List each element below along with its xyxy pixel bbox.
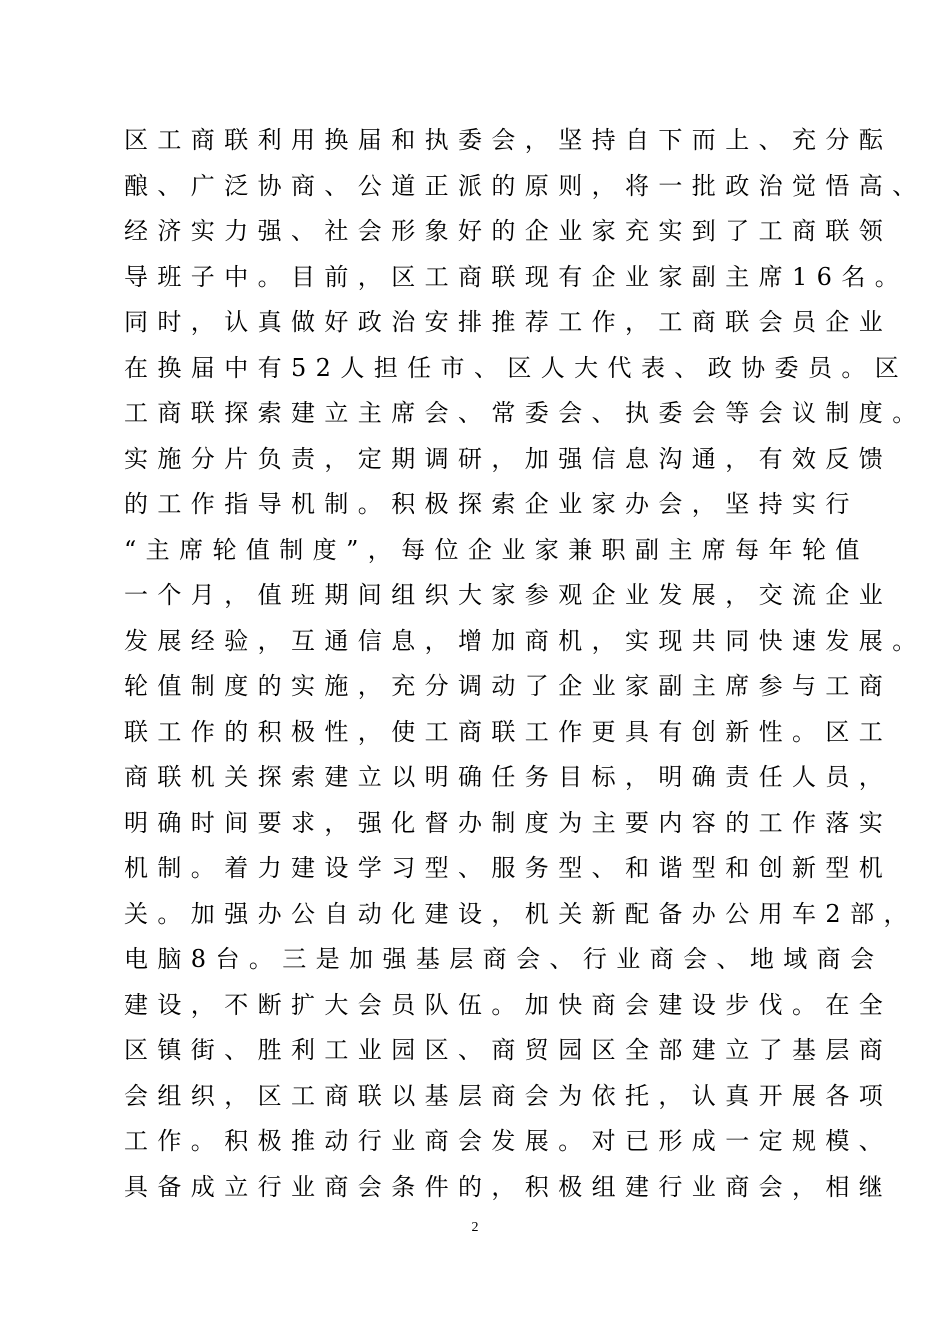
text-line: 同时，认真做好政治安排推荐工作，工商联会员企业 <box>124 308 893 336</box>
text-line: 的工作指导机制。积极探索企业家办会，坚持实行 <box>124 490 859 518</box>
text-line: 在换届中有52人担任市、区人大代表、政协委员。区 <box>124 353 909 382</box>
text-line: 实施分片负责，定期调研，加强信息沟通，有效反馈 <box>124 444 893 473</box>
text-line: 联工作的积极性，使工商联工作更具有创新性。区工 <box>124 717 893 746</box>
text-line: 酿、广泛协商、公道正派的原则，将一批政治觉悟高、 <box>124 171 926 200</box>
text-line: 区工商联利用换届和执委会，坚持自下而上、充分酝 <box>124 126 893 154</box>
text-line: 轮值制度的实施，充分调动了企业家副主席参与工商 <box>124 672 893 700</box>
text-line: 关。加强办公自动化建设，机关新配备办公用车2部， <box>124 899 917 928</box>
text-line: 经济实力强、社会形象好的企业家充实到了工商联领 <box>124 217 893 245</box>
text-line: 具备成立行业商会条件的，积极组建行业商会，相继 <box>124 1172 893 1201</box>
text-line: “主席轮值制度”，每位企业家兼职副主席每年轮值 <box>124 535 869 564</box>
text-line: 明确时间要求，强化督办制度为主要内容的工作落实 <box>124 808 893 837</box>
text-line: 电脑8台。三是加强基层商会、行业商会、地域商会 <box>124 945 884 973</box>
text-line: 建设，不断扩大会员队伍。加快商会建设步伐。在全 <box>124 990 893 1019</box>
text-line: 工作。积极推动行业商会发展。对已形成一定规模、 <box>124 1127 893 1155</box>
text-line: 一个月，值班期间组织大家参观企业发展，交流企业 <box>124 581 893 609</box>
text-line: 导班子中。目前，区工商联现有企业家副主席16名。 <box>124 262 909 291</box>
text-line: 工商联探索建立主席会、常委会、执委会等会议制度。 <box>124 399 926 427</box>
body-text <box>124 118 926 1210</box>
text-line: 区镇街、胜利工业园区、商贸园区全部建立了基层商 <box>124 1036 893 1064</box>
text-line: 会组织，区工商联以基层商会为依托，认真开展各项 <box>124 1081 893 1110</box>
text-line: 商联机关探索建立以明确任务目标，明确责任人员， <box>124 763 893 791</box>
text-line: 发展经验，互通信息，增加商机，实现共同快速发展。 <box>124 626 926 655</box>
page-number: 2 <box>471 1220 479 1235</box>
text-line: 机制。着力建设学习型、服务型、和谐型和创新型机 <box>124 854 893 882</box>
